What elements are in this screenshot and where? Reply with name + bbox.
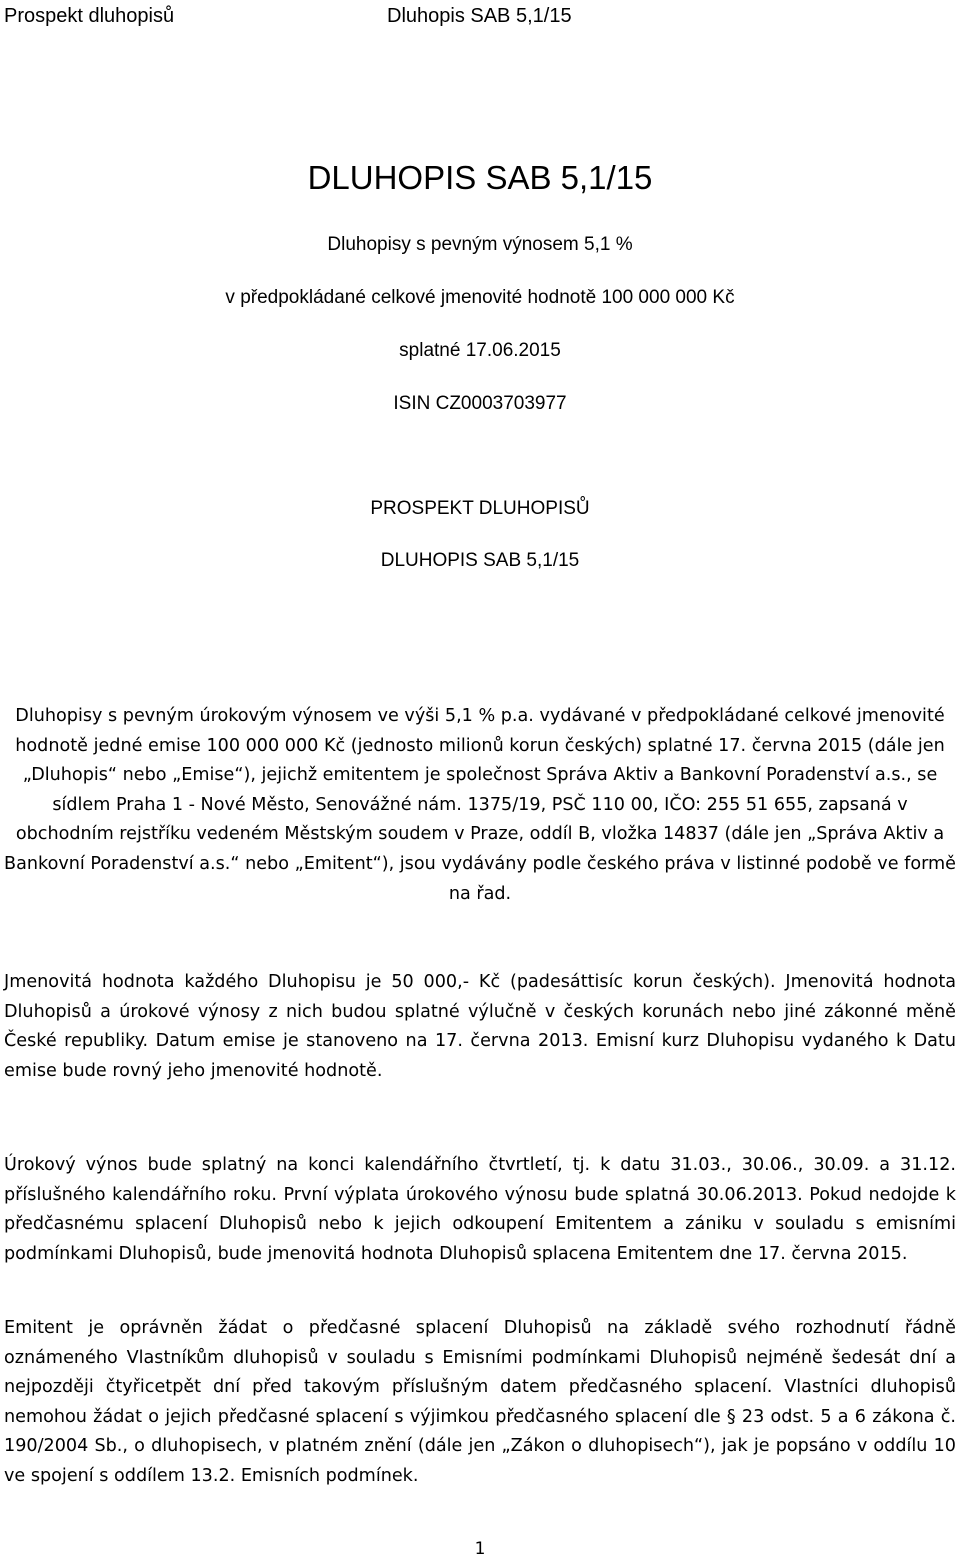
cover-line-yield: Dluhopisy s pevným výnosem 5,1 %: [327, 234, 633, 255]
paragraph-nominal-value: Jmenovitá hodnota každého Dluhopisu je 50 000,- Kč (padesáttisíc korun českých). Jmenovitá hodnota Dluhopisů a úrokové výnosy z nich budou splatné výlučně v českých korunách nebo jiné zákonné měně České republiky. Datum emise je stanoveno na 17. června 2013. Emisní kurz Dluhopisu vydaného k Datu emise bude rovný jeho jmenovité hodnotě.: [4, 972, 956, 1081]
cover-line-nominal-value: v předpokládané celkové jmenovité hodnotě 100 000 000 Kč: [225, 287, 735, 308]
cover-line-bond-name: DLUHOPIS SAB 5,1/15: [380, 550, 580, 571]
paragraph-interest: Úrokový výnos bude splatný na konci kalendářního čtvrtletí, tj. k datu 31.03., 30.06., 30.09. a 31.12. příslušného kalendářního roku. První výplata úrokového výnosu bude splatná 30.06.2013. Pokud nedojde k předčasnému splacení Dluhopisů nebo k jejich odkoupení Emitentem a zániku v souladu s emisními podmínkami Dluhopisů, bude jmenovitá hodnota Dluhopisů splacena Emitentem dne 17. června 2015.: [4, 1155, 956, 1264]
header-bond-name: Dluhopis SAB 5,1/15: [387, 5, 572, 27]
cover-title: DLUHOPIS SAB 5,1/15: [307, 159, 653, 196]
cover-line-isin: ISIN CZ0003703977: [393, 393, 567, 414]
cover-line-prospectus: PROSPEKT DLUHOPISŮ: [370, 498, 590, 519]
header-document-name: Prospekt dluhopisů: [4, 5, 175, 27]
page-number: 1: [474, 1539, 486, 1559]
intro-paragraph: Dluhopisy s pevným úrokovým výnosem ve výši 5,1 % p.a. vydávané v předpokládané celkové jmenovité hodnotě jedné emise 100 000 000 Kč (jednosto milionů korun českých) splatné 17. června 2015 (dále jen „Dluhopis“ nebo „Emise“), jejichž emitentem je společnost Správa Aktiv a Bankovní Poradenství a.s., se sídlem Praha 1 - Nové Město, Senovážné nám. 1375/19, PSČ 110 00, IČO: 255 51 655, zapsaná v obchodním rejstříku vedeném Městským soudem v Praze, oddíl B, vložka 14837 (dále jen „Správa Aktiv a Bankovní Poradenství a.s.“ nebo „Emitent“), jsou vydávány podle českého práva v listinné podobě ve formě na řad.: [4, 706, 956, 904]
paragraph-early-redemption: Emitent je oprávněn žádat o předčasné splacení Dluhopisů na základě svého rozhodnutí řádně oznámeného Vlastníkům dluhopisů v souladu s Emisními podmínkami Dluhopisů nejméně šedesát dní a nejpozději čtyřicetpět dní před takovým příslušným datem předčasného splacení. Vlastníci dluhopisů nemohou žádat o jejich předčasné splacení s výjimkou předčasného splacení dle § 23 odst. 5 a 6 zákona č. 190/2004 Sb., o dluhopisech, v platném znění (dále jen „Zákon o dluhopisech“), jak je popsáno v oddílu 10 ve spojení s oddílem 13.2. Emisních podmínek.: [4, 1318, 956, 1486]
cover-line-maturity: splatné 17.06.2015: [399, 340, 561, 361]
